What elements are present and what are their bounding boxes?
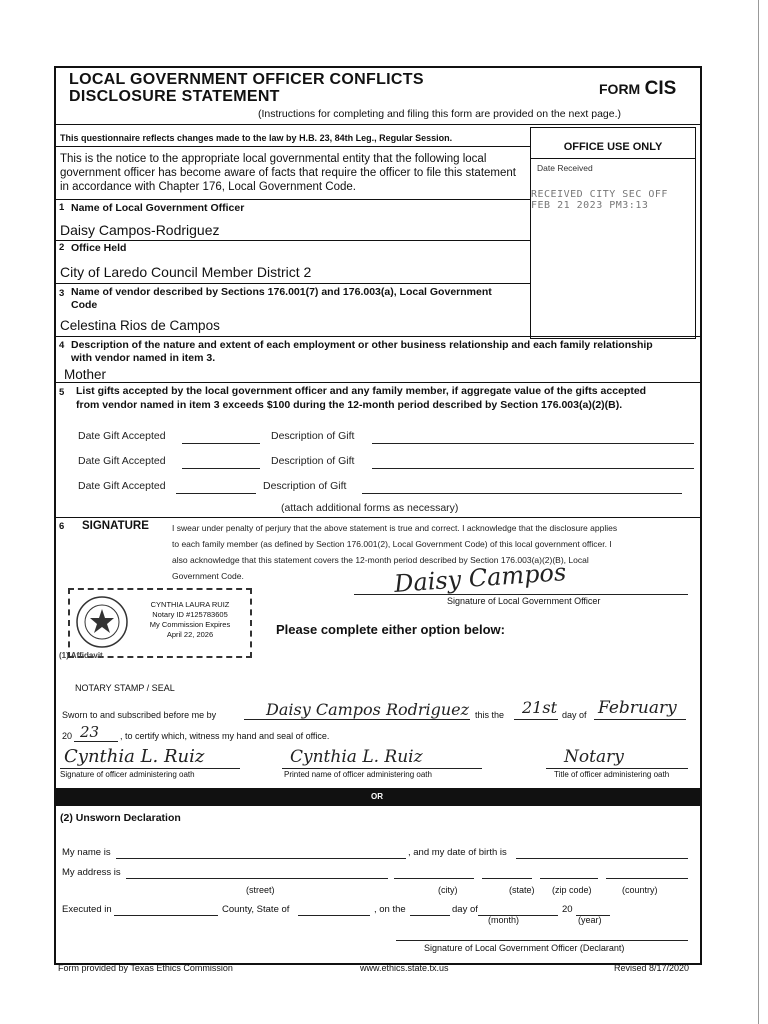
street-field[interactable]: [126, 878, 388, 879]
gift-date-field-3[interactable]: [176, 493, 256, 494]
form-title-line1: LOCAL GOVERNMENT OFFICER CONFLICTS: [69, 71, 424, 88]
country-field[interactable]: [606, 878, 688, 879]
street-label: (street): [246, 885, 275, 895]
relationship-value: Mother: [64, 367, 107, 382]
s5-label-line1: List gifts accepted by the local government officer and any family member, if aggregate value of the gifts accepted: [76, 385, 647, 397]
or-label: OR: [371, 792, 383, 801]
year-label: (year): [578, 915, 602, 925]
dob-label: , and my date of birth is: [408, 847, 507, 858]
s4-label-line2: with vendor named in item 3.: [71, 352, 216, 364]
s3-label: [71, 286, 492, 312]
execution-day-field[interactable]: [410, 915, 450, 916]
declarant-signature-label: Signature of Local Government Officer (Declarant): [424, 943, 625, 953]
notary-printed-name-label: Printed name of officer administering oath: [284, 770, 432, 779]
state-of-field[interactable]: [298, 915, 370, 916]
month-field[interactable]: [594, 719, 686, 720]
s1-label: Name of Local Government Officer: [71, 202, 245, 214]
declarant-signature-field[interactable]: [396, 940, 688, 941]
s6-num: 6: [59, 521, 65, 532]
s5-num: 5: [59, 387, 65, 398]
notary-printed-name-value: Cynthia L. Ruiz: [290, 747, 423, 767]
officer-signature: Daisy Campos: [393, 558, 568, 598]
form-label: FORM: [599, 81, 641, 97]
notary-stamp-seal-label: NOTARY STAMP / SEAL: [75, 683, 175, 693]
perjury-line4: Government Code.: [172, 571, 244, 581]
officer-signature-line[interactable]: [354, 594, 688, 595]
gift-date-label-3: Date Gift Accepted: [78, 480, 166, 492]
divider: [54, 240, 530, 241]
s5-label-line2: from vendor named in item 3 exceeds $100 during the 12-month period described by Section 176.003(a)(2)(B).: [76, 399, 623, 411]
notary-seal-icon: [74, 594, 130, 650]
footer-website[interactable]: www.ethics.state.tx.us: [360, 963, 449, 973]
divider: [54, 124, 700, 125]
gift-desc-field-1[interactable]: [372, 443, 694, 444]
received-stamp-line2: FEB 21 2023 PM3:13: [531, 200, 649, 211]
year-field[interactable]: [74, 741, 118, 742]
declarant-name-field[interactable]: [116, 858, 406, 859]
officer-signature-label: Signature of Local Government Officer: [447, 596, 601, 606]
executed-in-label: Executed in: [62, 904, 112, 915]
sworn-name-value: Daisy Campos Rodriguez: [266, 700, 470, 719]
s4-label-line1: Description of the nature and extent of each employment or other business relationship and each family relationship: [71, 339, 653, 351]
gift-date-field-1[interactable]: [182, 443, 260, 444]
date-received-label: Date Received: [537, 163, 593, 173]
gift-desc-label-1: Description of Gift: [271, 430, 355, 442]
s4-label: [71, 339, 653, 365]
gift-date-label-1: Date Gift Accepted: [78, 430, 166, 442]
notary-title-field[interactable]: [546, 768, 688, 769]
this-the-label: this the: [475, 710, 505, 720]
year-value: 23: [80, 723, 100, 741]
gift-desc-label-3: Description of Gift: [263, 480, 347, 492]
office-held-value: City of Laredo Council Member District 2: [60, 264, 312, 280]
divider: [54, 199, 530, 200]
s2-label: Office Held: [71, 242, 127, 254]
day-field[interactable]: [514, 719, 558, 720]
execution-year-prefix: 20: [562, 904, 573, 915]
notary-signature-label: Signature of officer administering oath: [60, 770, 195, 779]
notary-stamp-date: April 22, 2026: [166, 630, 214, 639]
notary-title-value: Notary: [564, 747, 624, 767]
notary-stamp-expires: My Commission Expires: [149, 620, 231, 629]
form-title-line2: DISCLOSURE STATEMENT: [69, 88, 280, 105]
my-name-label: My name is: [62, 847, 111, 858]
county-state-label: County, State of: [222, 904, 290, 915]
form-code: [599, 78, 676, 100]
city-field[interactable]: [394, 878, 474, 879]
gift-desc-field-2[interactable]: [372, 468, 694, 469]
notary-printed-name-field[interactable]: [282, 768, 482, 769]
county-field[interactable]: [114, 915, 218, 916]
affidavit-label: (1) Affidavit: [59, 651, 103, 660]
footer-revised: Revised 8/17/2020: [614, 963, 690, 973]
dob-field[interactable]: [516, 858, 688, 859]
complete-option-note: Please complete either option below:: [276, 622, 505, 637]
s3-num: 3: [59, 288, 65, 299]
state-label: (state): [509, 885, 535, 895]
state-field[interactable]: [482, 878, 532, 879]
vendor-name-value: Celestina Rios de Campos: [60, 318, 220, 333]
s6-label: SIGNATURE: [82, 520, 149, 532]
on-the-label: , on the: [374, 904, 406, 915]
office-use-title: OFFICE USE ONLY: [563, 141, 663, 153]
zip-field[interactable]: [540, 878, 598, 879]
notary-stamp-id: Notary ID #125783605: [152, 610, 228, 619]
received-stamp: [531, 189, 695, 211]
gift-desc-label-2: Description of Gift: [271, 455, 355, 467]
zip-label: (zip code): [552, 885, 592, 895]
notice-text: This is the notice to the appropriate local governmental entity that the following local government officer has become aware of facts that require the officer to file this statement in accordance with Chapter 176, Local Government Code.: [60, 153, 516, 193]
sworn-prefix: Sworn to and subscribed before me by: [62, 710, 217, 720]
or-bar: [54, 788, 700, 806]
divider: [54, 146, 530, 147]
sworn-name-field[interactable]: [244, 719, 470, 720]
day-of-label: day of: [562, 710, 587, 720]
s1-num: 1: [59, 202, 65, 213]
notary-title-label: Title of officer administering oath: [554, 770, 670, 779]
law-note: This questionnaire reflects changes made to the law by H.B. 23, 84th Leg., Regular Session.: [60, 133, 453, 143]
divider: [54, 336, 700, 337]
day-value: 21st: [522, 698, 557, 717]
gift-desc-field-3[interactable]: [362, 493, 682, 494]
notary-signature-value: Cynthia L. Ruiz: [64, 746, 205, 767]
notary-stamp-text: [132, 600, 248, 640]
form-code-value: CIS: [644, 78, 677, 99]
gift-date-field-2[interactable]: [182, 468, 260, 469]
s2-num: 2: [59, 242, 65, 253]
received-stamp-line1: RECEIVED CITY SEC OFF: [531, 189, 668, 200]
s3-label-line2: Code: [71, 299, 98, 311]
s4-num: 4: [59, 340, 65, 351]
officer-name-value: Daisy Campos-Rodriguez: [60, 222, 220, 238]
divider: [54, 283, 530, 284]
s5-label: [76, 384, 646, 412]
gift-date-label-2: Date Gift Accepted: [78, 455, 166, 467]
perjury-line3: also acknowledge that this statement covers the 12-month period described by Section 176.003(a)(2)(B), Local: [172, 555, 589, 565]
instructions-note: (Instructions for completing and filing this form are provided on the next page.): [258, 108, 622, 120]
s3-label-line1: Name of vendor described by Sections 176.001(7) and 176.003(a), Local Government: [71, 286, 492, 298]
notary-signature-field[interactable]: [60, 768, 240, 769]
notary-stamp: [68, 588, 252, 658]
country-label: (country): [622, 885, 658, 895]
attach-note: (attach additional forms as necessary): [281, 502, 459, 514]
certify-text: , to certify which, witness my hand and seal of office.: [120, 731, 330, 741]
perjury-line1: I swear under penalty of perjury that the above statement is true and correct. I acknowledge that the disclosure applies: [172, 523, 618, 533]
notary-stamp-name: CYNTHIA LAURA RUIZ: [150, 600, 230, 609]
my-address-label: My address is: [62, 867, 121, 878]
divider: [54, 517, 700, 518]
year-prefix: 20: [62, 731, 73, 741]
footer-provided-by: Form provided by Texas Ethics Commission: [58, 963, 233, 973]
execution-day-of-label: day of: [452, 904, 478, 915]
divider: [54, 382, 700, 383]
month-label: (month): [488, 915, 520, 925]
scan-edge: [758, 0, 759, 1024]
city-label: (city): [438, 885, 458, 895]
perjury-line2: to each family member (as defined by Section 176.001(2), Local Government Code) of this local government officer. I: [172, 539, 612, 549]
month-value: February: [598, 698, 677, 718]
unsworn-title: (2) Unsworn Declaration: [60, 812, 181, 824]
office-use-box: [530, 127, 696, 339]
